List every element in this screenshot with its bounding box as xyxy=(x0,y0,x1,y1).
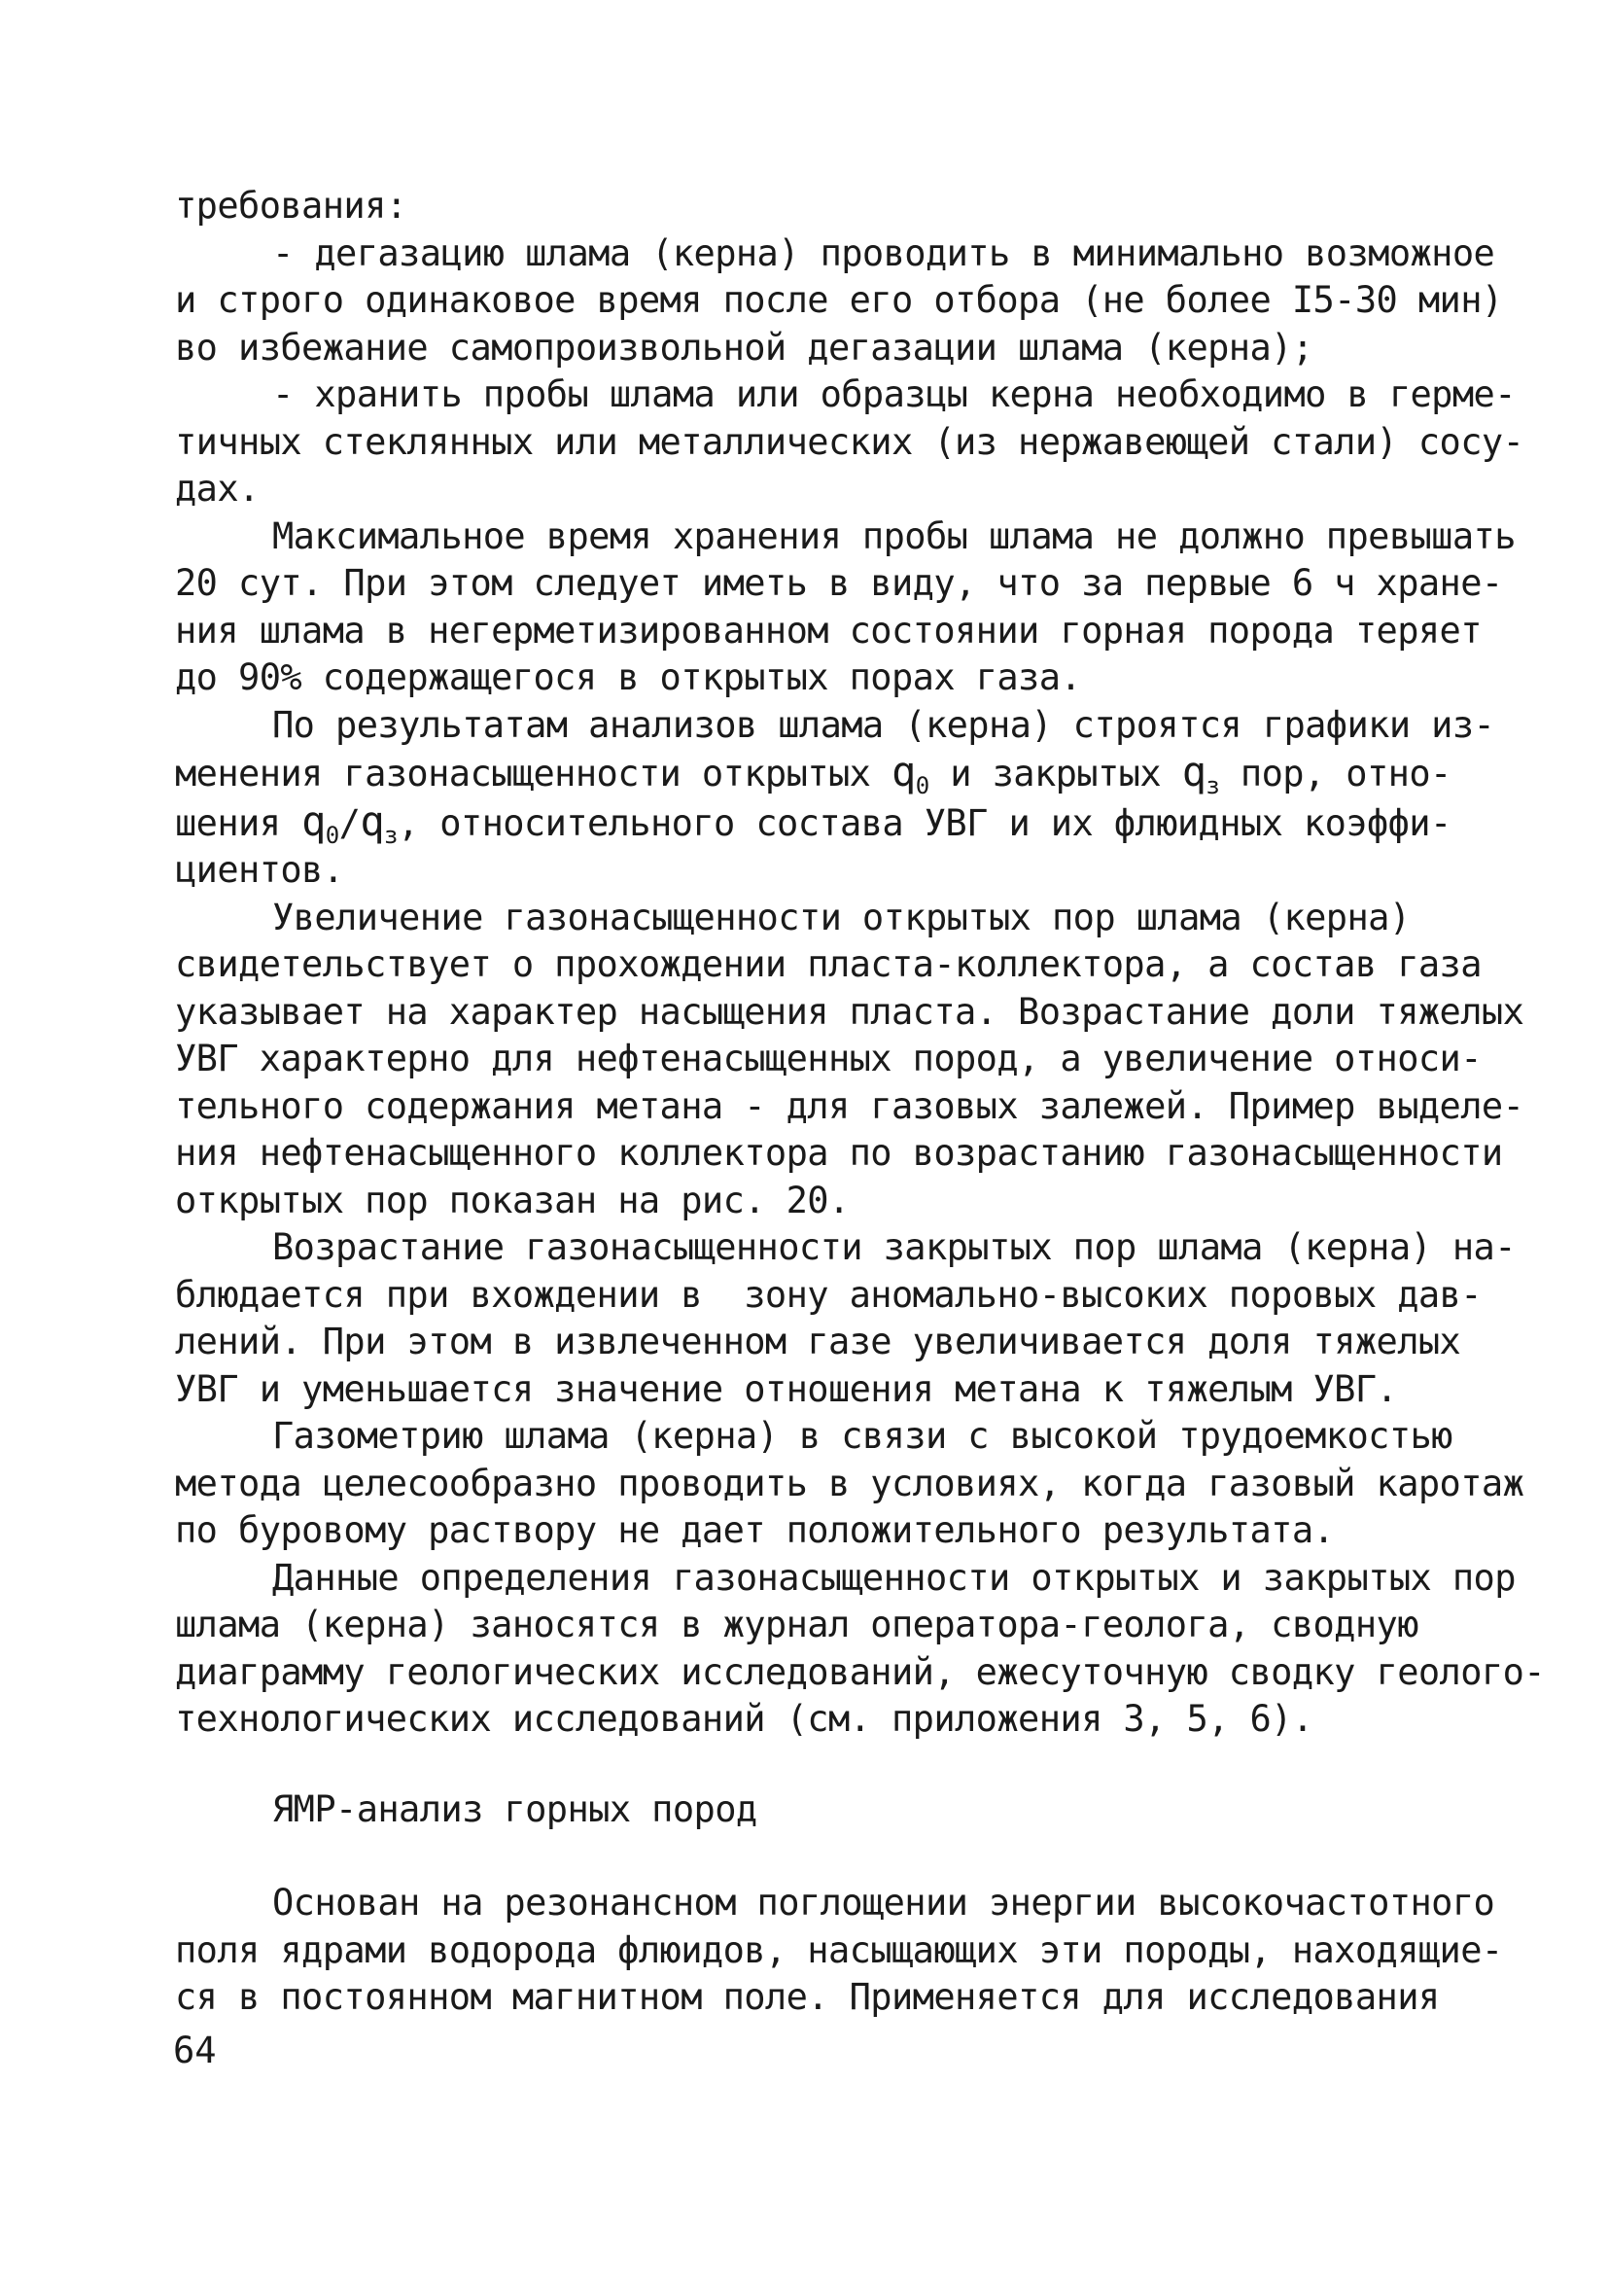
text-line: и строго одинаковое время после его отбора (не более I5-30 мин) xyxy=(175,279,1503,321)
text-line-formula xyxy=(175,748,1451,799)
slash: / xyxy=(338,801,361,844)
text-line: - дегазацию шлама (керна) проводить в минимально возможное xyxy=(272,231,1495,274)
text-line: указывает на характер насыщения пласта. Возрастание доли тяжелых xyxy=(175,990,1524,1033)
text-line: Возрастание газонасыщенности закрытых пор шлама (керна) на- xyxy=(272,1226,1516,1268)
text-line: Увеличение газонасыщенности открытых пор шлама (керна) xyxy=(272,896,1411,938)
text-line: метода целесообразно проводить в условиях, когда газовый каротаж xyxy=(175,1462,1524,1504)
text-line: свидетельствует о прохождении пласта-коллектора, а состав газа xyxy=(175,943,1482,985)
text-line: УВГ характерно для нефтенасыщенных пород, а увеличение относи- xyxy=(175,1038,1482,1079)
text-line: технологических исследований (см. приложения 3, 5, 6). xyxy=(175,1698,1313,1740)
document-page xyxy=(175,183,1545,2022)
text-line: По результатам анализов шлама (керна) строятся графики из- xyxy=(272,703,1495,746)
text-line: Газометрию шлама (керна) в связи с высокой трудоемкостью xyxy=(272,1415,1452,1457)
subscript: з xyxy=(1206,772,1220,799)
text-fragment: менения газонасыщенности открытых xyxy=(175,753,871,795)
text-line: требования: xyxy=(175,185,407,227)
text-line: тичных стеклянных или металлических (из нержавеющей стали) сосу- xyxy=(175,420,1524,463)
q-symbol: q xyxy=(360,796,384,845)
page-number: 64 xyxy=(173,2030,217,2071)
text-line: до 90% содержащегося в открытых порах газа. xyxy=(175,656,1082,698)
text-fragment: , относительного состава УВГ и их флюидных коэффи- xyxy=(397,801,1451,844)
text-fragment: пор, отно- xyxy=(1240,753,1451,795)
text-line: блюдается при вхождении в зону аномально-высоких поровых дав- xyxy=(175,1273,1482,1316)
section-heading: ЯМР-анализ горных пород xyxy=(272,1787,757,1830)
text-line-formula xyxy=(175,796,1451,849)
subscript: 0 xyxy=(325,821,339,849)
text-line: циентов. xyxy=(175,849,344,891)
subscript: 0 xyxy=(915,772,929,799)
text-line: Данные определения газонасыщенности открытых и закрытых пор xyxy=(272,1556,1516,1599)
text-line: ся в постоянном магнитном поле. Применяется для исследования xyxy=(175,1976,1440,2018)
text-line: тельного содержания метана - для газовых залежей. Пример выделе- xyxy=(175,1084,1524,1127)
text-line: дах. xyxy=(175,468,260,510)
q-symbol: q xyxy=(891,748,916,795)
text-fragment: и закрытых xyxy=(950,753,1161,795)
q-symbol: q xyxy=(301,796,326,845)
text-line: лений. При этом в извлеченном газе увеличивается доля тяжелых xyxy=(175,1321,1461,1362)
text-line: УВГ и уменьшается значение отношения метана к тяжелым УВГ. xyxy=(175,1367,1398,1410)
text-line: 20 сут. При этом следует иметь в виду, что за первые 6 ч хране- xyxy=(175,562,1503,604)
text-line: Основан на резонансном поглощении энергии высокочастотного xyxy=(272,1882,1495,1924)
text-line: поля ядрами водорода флюидов, насыщающих эти породы, находящие- xyxy=(175,1928,1503,1971)
text-line: ния нефтенасыщенного коллектора по возрастанию газонасыщенности xyxy=(175,1132,1503,1174)
q-symbol: q xyxy=(1181,748,1206,795)
text-line: открытых пор показан на рис. 20. xyxy=(175,1179,850,1221)
text-line: во избежание самопроизвольной дегазации шлама (керна); xyxy=(175,326,1313,369)
text-line: - хранить пробы шлама или образцы керна необходимо в герме- xyxy=(272,373,1516,415)
text-line: по буровому раствору не дает положительного результата. xyxy=(175,1509,1335,1551)
text-line: ния шлама в негерметизированном состоянии горная порода теряет xyxy=(175,609,1482,652)
text-fragment: шения xyxy=(175,801,281,844)
subscript: з xyxy=(384,821,398,849)
text-line: Максимальное время хранения пробы шлама не должно превышать xyxy=(272,514,1516,557)
text-line: шлама (керна) заносятся в журнал оператора-геолога, сводную xyxy=(175,1604,1418,1645)
text-line: диаграмму геологических исследований, ежесуточную сводку геолого- xyxy=(175,1650,1545,1693)
